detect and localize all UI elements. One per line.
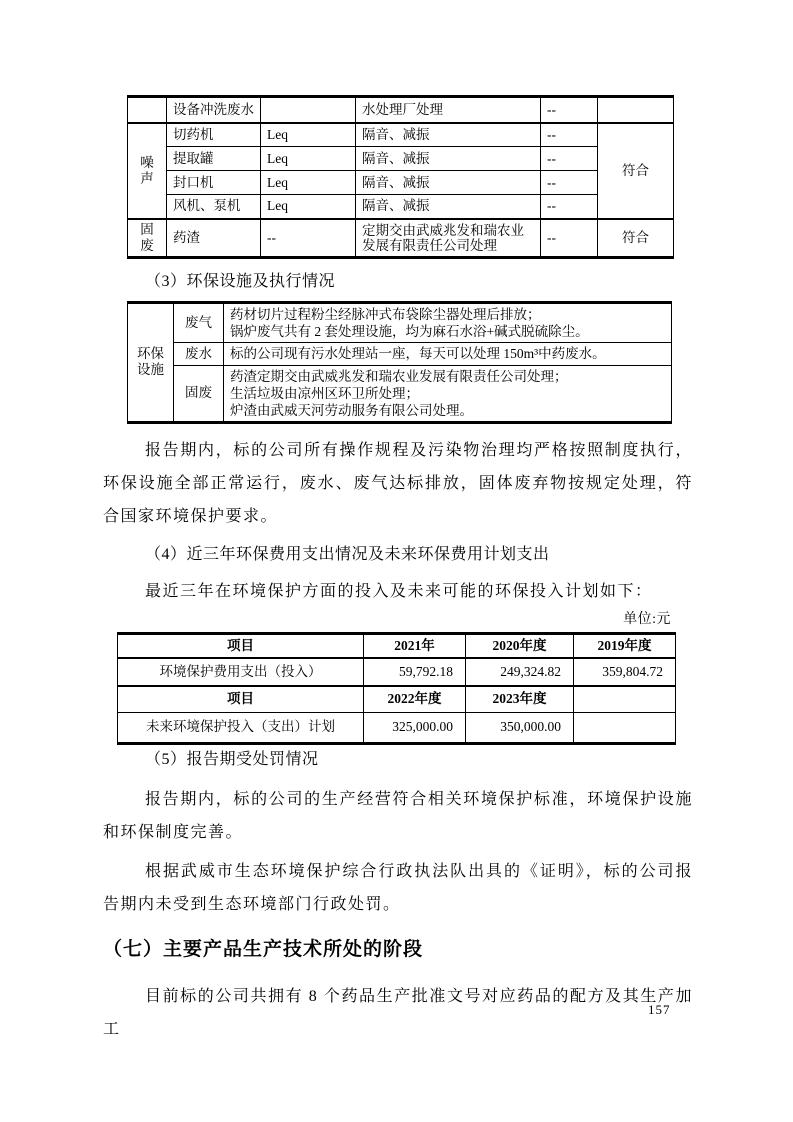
category-line: 环保	[137, 346, 164, 361]
section-heading-7: （七）主要产品生产技术所处的阶段	[103, 938, 424, 960]
cell-category-noise: 噪声	[128, 123, 167, 219]
header-2021: 2021年	[364, 633, 466, 658]
cell-item: 封口机	[167, 171, 261, 195]
cell-value-2023: 350,000.00	[466, 712, 574, 743]
table-row-noise-1	[128, 123, 674, 147]
section-heading-5: （5）报告期受处罚情况	[145, 750, 319, 768]
cell-category-empty	[128, 97, 167, 123]
table-header-row	[118, 633, 676, 658]
cell-measure: 水处理厂处理	[356, 97, 541, 123]
header-item: 项目	[118, 686, 364, 712]
cell-standard: --	[541, 97, 598, 123]
cell-label: 环境保护费用支出（投入）	[118, 658, 364, 686]
paragraph-execution: 报告期内，标的公司所有操作规程及污染物治理均严格按照制度执行，环保设施全部正常运行，废水、废气达标排放，固体废弃物按规定处理，符合国家环境保护要求。	[103, 441, 693, 525]
header-2023: 2023年度	[466, 686, 574, 712]
cell-standard: --	[541, 195, 598, 219]
table-row-solid-waste	[128, 219, 674, 258]
table-row-expense	[118, 658, 676, 686]
cell-standard: --	[541, 171, 598, 195]
cell-description: 药材切片过程粉尘经脉冲式布袋除尘器处理后排放； 锅炉废气共有 2 套处理设施，均为麻石水浴+碱式脱硫除尘。	[224, 302, 672, 342]
paragraph-products: 目前标的公司共拥有 8 个药品生产批准文号对应药品的配方及其生产加工	[103, 987, 693, 1038]
paragraph-penalty-2: 根据武威市生态环境保护综合行政执法队出具的《证明》，标的公司报告期内未受到生态环境部门行政处罚。	[103, 862, 693, 913]
header-2019: 2019年度	[574, 633, 676, 658]
table-row-wash	[128, 97, 674, 123]
cell-indicator: Leq	[261, 123, 356, 147]
cell-standard: --	[541, 147, 598, 171]
table-row-future-plan	[118, 712, 676, 743]
cell-type: 废水	[174, 342, 224, 365]
cell-type: 废气	[174, 302, 224, 342]
section-heading-4: （4）近三年环保费用支出情况及未来环保费用计划支出	[145, 545, 550, 563]
table-row-waste-gas	[128, 302, 672, 342]
cell-label: 未来环境保护投入（支出）计划	[118, 712, 364, 743]
cell-value-2020: 249,324.82	[466, 658, 574, 686]
section-heading-3: （3）环保设施及执行情况	[145, 272, 336, 290]
unit-label: 单位:元	[623, 611, 671, 627]
paragraph-penalty-1: 报告期内，标的公司的生产经营符合相关环境保护标准，环境保护设施和环保制度完善。	[103, 790, 693, 841]
cell-indicator: --	[261, 219, 356, 258]
header-item: 项目	[118, 633, 364, 658]
cell-measure: 定期交由武威兆发和瑞农业发展有限责任公司处理	[356, 219, 541, 258]
cell-category-facilities	[128, 302, 174, 422]
cell-item: 风机、泵机	[167, 195, 261, 219]
cell-result-noise: 符合	[598, 123, 674, 219]
cell-standard: --	[541, 219, 598, 258]
env-facilities-table	[127, 301, 672, 424]
cell-measure: 隔音、减振	[356, 195, 541, 219]
table-row-noise-2	[128, 147, 674, 171]
cell-measure: 隔音、减振	[356, 171, 541, 195]
category-line: 设施	[137, 362, 164, 377]
table-header-row-future	[118, 686, 676, 712]
paragraph-expense-intro: 最近三年在环境保护方面的投入及未来可能的环保投入计划如下：	[145, 582, 653, 600]
cell-measure: 隔音、减振	[356, 123, 541, 147]
cell-measure: 隔音、减振	[356, 147, 541, 171]
cell-item: 设备冲洗废水	[167, 97, 261, 123]
cell-indicator: Leq	[261, 171, 356, 195]
header-2022: 2022年度	[364, 686, 466, 712]
cell-indicator: Leq	[261, 147, 356, 171]
header-empty	[574, 686, 676, 712]
cell-item: 提取罐	[167, 147, 261, 171]
cell-result-solid: 符合	[598, 219, 674, 258]
cell-value-2019: 359,804.72	[574, 658, 676, 686]
cell-result-empty	[598, 97, 674, 123]
cell-category-solid: 固废	[128, 219, 167, 258]
cell-empty	[574, 712, 676, 743]
env-compliance-table	[127, 95, 674, 259]
table-row-waste-water	[128, 342, 672, 365]
expense-table	[117, 632, 676, 745]
cell-value-2022: 325,000.00	[364, 712, 466, 743]
table-row-noise-3	[128, 171, 674, 195]
table-row-noise-4	[128, 195, 674, 219]
cell-description: 药渣定期交由武威兆发和瑞农业发展有限责任公司处理； 生活垃圾由凉州区环卫所处理； 炉渣由武威天河劳动服务有限公司处理。	[224, 365, 672, 422]
header-2020: 2020年度	[466, 633, 574, 658]
cell-item: 切药机	[167, 123, 261, 147]
table-row-solid	[128, 365, 672, 422]
cell-indicator: Leq	[261, 195, 356, 219]
cell-standard: --	[541, 123, 598, 147]
page-number: 157	[648, 1002, 671, 1017]
cell-description: 标的公司现有污水处理站一座，每天可以处理 150m³中药废水。	[224, 342, 672, 365]
cell-item: 药渣	[167, 219, 261, 258]
cell-type: 固废	[174, 365, 224, 422]
cell-value-2021: 59,792.18	[364, 658, 466, 686]
cell-indicator-empty	[261, 97, 356, 123]
